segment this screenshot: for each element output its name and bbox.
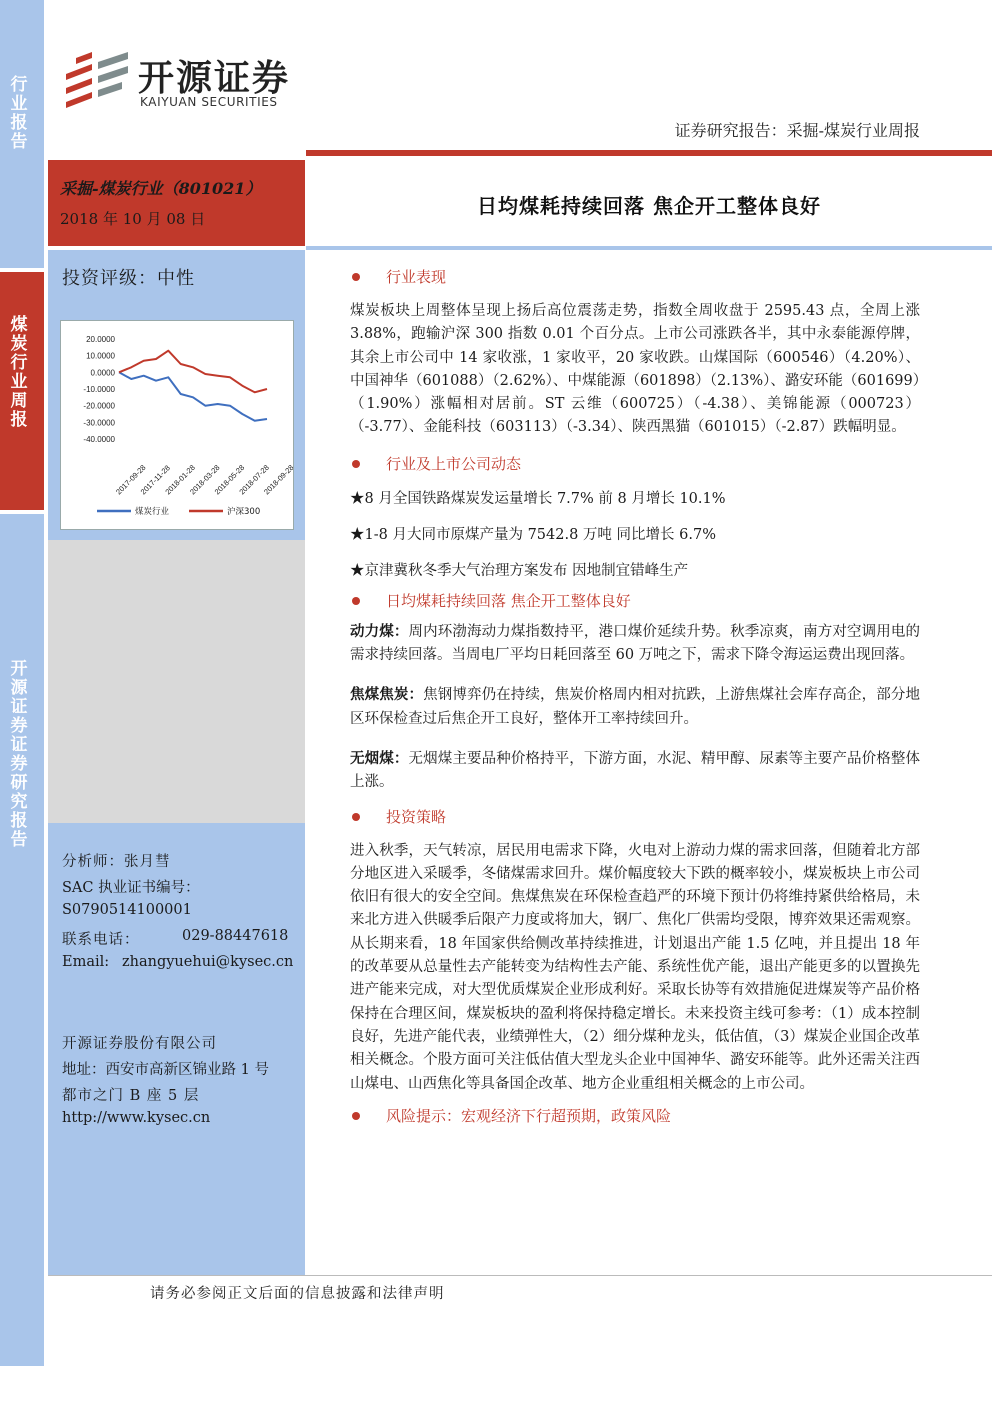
y-tick-label: -20.0000 [83, 401, 115, 411]
company-website[interactable]: http://www.kysec.cn [62, 1110, 211, 1126]
series-line [119, 351, 267, 393]
email-link[interactable]: zhangyuehui@kysec.cn [122, 954, 294, 970]
logo-chinese-name: 开源证券 [138, 58, 291, 99]
sector-box [48, 160, 305, 246]
x-tick-label: 2017-11-28 [138, 463, 172, 497]
coking-coal-text: 焦钢博弈仍在持续，焦炭价格周内相对抗跌，上游焦煤社会库存高企，部分地区环保检查过后焦企开工良好，整体开工率持续回升。 [350, 687, 920, 727]
legend-label: 沪深300 [227, 507, 261, 517]
phone-label: 联系电话： [62, 932, 140, 948]
thermal-coal-text: 周内环渤海动力煤指数持平，港口煤价延续升势。秋季凉爽，南方对空调用电的需求持续回落。当周电厂平均日耗回落至 60 万吨之下，需求下降令海运运费出现回落。 [350, 623, 921, 664]
investment-rating: 投资评级：中性 [62, 268, 195, 289]
report-date: 2018 年 10 月 08 日 [60, 210, 206, 228]
y-tick-label: -40.0000 [83, 435, 115, 444]
performance-chart-svg [61, 321, 293, 529]
company-address-2: 都市之门 B 座 5 层 [62, 1088, 200, 1104]
anthracite-lead: 无烟煤： [350, 749, 409, 767]
title-underline [306, 246, 992, 250]
logo-english-name: KAIYUAN SECURITIES [140, 95, 278, 109]
sector-name: 采掘-煤炭行业（801021） [60, 179, 262, 198]
y-tick-label: 10.0000 [86, 351, 115, 361]
section-title: 风险提示：宏观经济下行超预期，政策风险 [386, 1106, 672, 1125]
news-item: ★京津冀秋冬季大气治理方案发布 因地制宜错峰生产 [350, 562, 689, 579]
section-investment-strategy [350, 802, 920, 832]
industry-performance-text: 煤炭板块上周整体呈现上扬后高位震荡走势，指数全周收盘于 2595.43 点，全周上涨 3.88%，跑输沪深 300 指数 0.01 个百分点。上市公司涨跌各半，其中永泰能源停牌，其余上市公司中 14 家收涨，1 家收平，20 家收跌。山煤国际（600546）（4.20%）、中国神华（601088）（2.62%）、中煤能源（601898）（2.13%）、潞安环能（601699）（1.90%）涨幅相对居前。ST 云维（600725）（-4.38）、美锦能源（000723）（-3.77）、金能科技（603113）（-3.34）、陕西黑猫（601015）（-2.87）跌幅明显。 [350, 303, 920, 436]
legend-label: 煤炭行业 [135, 507, 170, 517]
x-tick-label: 2018-05-28 [212, 462, 247, 497]
footer-divider [48, 1275, 992, 1276]
side-tab-kaiyuan-research [0, 514, 44, 1366]
disclaimer-footer: 请务必参阅正文后面的信息披露和法律声明 [150, 1286, 445, 1302]
sac-number: S0790514100001 [62, 902, 192, 918]
report-title: 日均煤耗持续回落 焦企开工整体良好 [477, 194, 821, 218]
performance-chart [60, 320, 294, 530]
side-tab-industry-report [0, 0, 44, 268]
section-risk-warning [350, 1101, 920, 1131]
section-title: 日均煤耗持续回落 焦企开工整体良好 [386, 591, 631, 610]
section-bullet-icon [352, 813, 360, 821]
x-tick-label: 2018-03-28 [188, 462, 222, 497]
section-bullet-icon [352, 597, 360, 605]
section-bullet-icon [352, 273, 360, 281]
x-tick-label: 2018-09-28 [262, 462, 293, 497]
kaiyuan-logo-icon [62, 50, 132, 112]
news-item: ★1-8 月大同市原煤产量为 7542.8 万吨 同比增长 6.7% [350, 526, 716, 543]
coking-coal-lead: 焦煤焦炭： [350, 686, 424, 704]
x-tick-label: 2018-07-28 [237, 462, 271, 497]
side-tab-coal-weekly [0, 272, 44, 510]
analyst-name: 分析师：张月彗 [62, 854, 171, 870]
blank-panel [48, 540, 305, 823]
thermal-coal-paragraph [350, 620, 920, 668]
section-company-news [350, 449, 920, 479]
section-title: 行业表现 [386, 268, 447, 286]
investment-strategy-text: 进入秋季，天气转凉，居民用电需求下降，火电对上游动力煤的需求回落，但随着北方部分地区进入采暖季，冬储煤需求回升。煤价幅度较大下跌的概率较小，煤炭板块上市公司依旧有很大的安全空间。焦煤焦炭在环保检查趋严的环境下预计仍将维持紧供给格局，未来北方进入供暖季后限产力度或将加大，钢厂、焦化厂供需均受限，博弈效果还需观察。从长期来看，18 年国家供给侧改革持续推进，计划退出产能 1.5 亿吨，并且提出 18 年的改革要从总量性去产能转变为结构性去产能、系统性优产能，退出产能更多的以置换先进产能来完成，对大型优质煤炭企业形成利好。采取长协等有效措施促进煤炭等产品价格保持在合理区间，煤炭板块的盈利将保持稳定增长。未来投资主线可参考：（1）成本控制良好，先进产能代表，业绩弹性大，（2）细分煤种龙头，低估值，（3）煤炭企业国企改革相关概念。个股方面可关注低估值大型龙头企业中国神华、潞安环能等。此外还需关注西山煤电、山西焦化等具备国企改革、地方企业重组相关概念的上市公司。 [350, 842, 920, 1092]
email-label: Email: [62, 954, 110, 970]
side-tab-coal-weekly-label: 煤炭行业周报 [10, 315, 28, 430]
section-weekly-theme [350, 586, 920, 616]
sac-label: SAC 执业证书编号： [62, 880, 200, 896]
report-type: 证券研究报告：采掘-煤炭行业周报 [674, 121, 920, 140]
y-tick-label: -30.0000 [83, 418, 115, 428]
report-content [350, 262, 920, 1131]
section-title: 行业及上市公司动态 [386, 454, 522, 473]
news-item: ★8 月全国铁路煤炭发运量增长 7.7% 前 8 月增长 10.1% [350, 490, 726, 507]
section-industry-performance [350, 262, 920, 292]
company-name: 开源证券股份有限公司 [62, 1036, 217, 1052]
side-strip [0, 0, 44, 1403]
series-line [119, 372, 267, 420]
x-tick-label: 2018-01-28 [163, 462, 197, 497]
company-address-1: 地址：西安市高新区锦业路 1 号 [62, 1062, 269, 1078]
anthracite-text: 无烟煤主要品种价格持平，下游方面，水泥、精甲醇、尿素等主要产品价格整体上涨。 [350, 750, 921, 791]
y-tick-label: 0.0000 [90, 368, 115, 378]
x-tick-label: 2017-09-28 [114, 462, 148, 497]
section-bullet-icon [352, 460, 360, 468]
coking-coal-paragraph [350, 683, 920, 731]
thermal-coal-lead: 动力煤： [350, 622, 409, 640]
section-title: 投资策略 [386, 807, 447, 826]
y-tick-label: 20.0000 [86, 335, 115, 344]
anthracite-paragraph [350, 747, 920, 795]
side-tab-kaiyuan-research-label: 开源证券证券研究报告 [10, 659, 28, 850]
y-tick-label: -10.0000 [83, 385, 115, 394]
section-bullet-icon [352, 1112, 360, 1120]
header-divider [306, 150, 992, 156]
side-tab-industry-report-label: 行业报告 [10, 75, 28, 152]
phone-number: 029-88447618 [182, 928, 289, 944]
